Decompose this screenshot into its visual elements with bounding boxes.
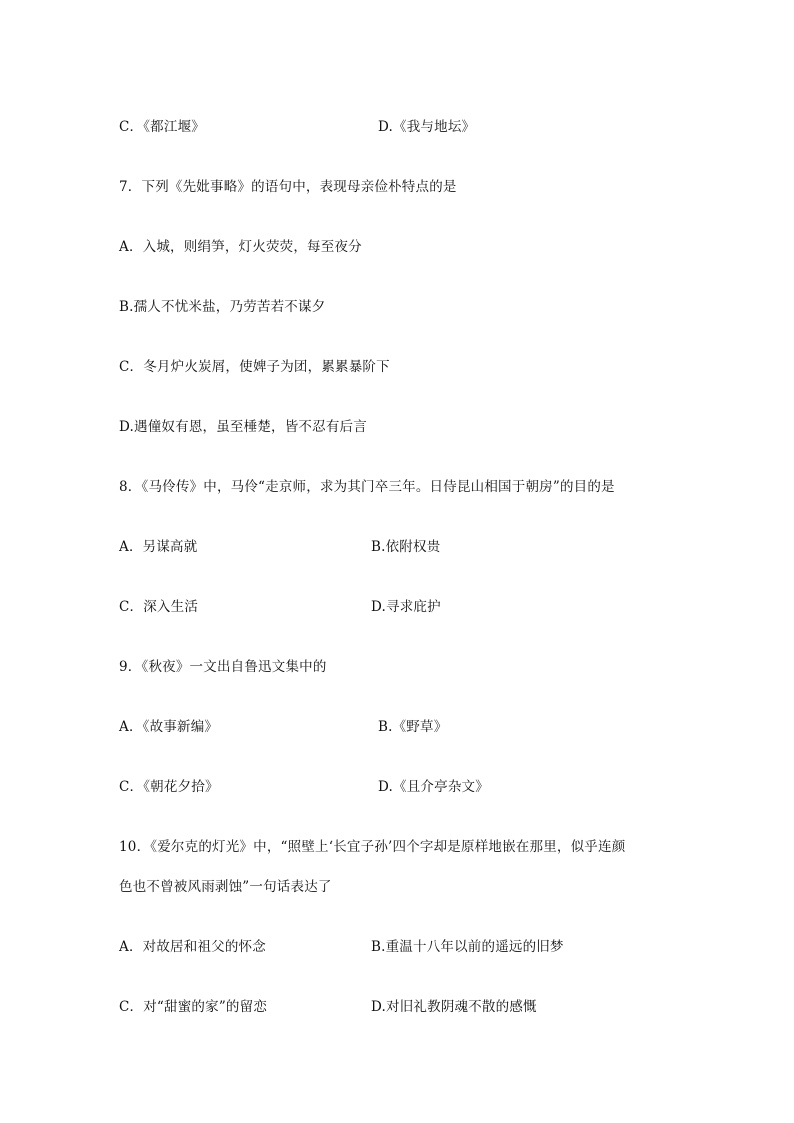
q9-option-c: C．《朝花夕拾》	[119, 779, 219, 795]
q7-option-d: D.遇僮奴有恩，虽至棰楚，皆不忍有后言	[119, 419, 367, 435]
prev-option-c: C．《都江堰》	[119, 119, 205, 135]
q7-option-c: C．冬月炉火炭屑，使婢子为团，累累暴阶下	[119, 359, 390, 375]
q10-option-c: C．对“甜蜜的家”的留恋	[119, 999, 268, 1015]
q8-option-a: A．另谋高就	[119, 539, 198, 555]
prev-option-d: D.《我与地坛》	[378, 119, 476, 135]
q10-option-b: B.重温十八年以前的遥远的旧梦	[371, 939, 564, 955]
q10-option-d: D.对旧礼教阴魂不散的感慨	[371, 999, 537, 1015]
q7-option-a: A．入城，则绢笋，灯火荧荧，每至夜分	[119, 239, 362, 255]
q8-stem: 8．《马伶传》中，马伶“走京师，求为其门卒三年。日侍昆山相国于朝房”的目的是	[119, 479, 615, 495]
q9-option-d: D.《且介亭杂文》	[378, 779, 489, 795]
q8-option-c: C．深入生活	[119, 599, 199, 615]
q10-stem-line2: 色也不曾被风雨剥蚀”一句话表达了	[119, 879, 332, 895]
q8-option-b: B.依附权贵	[371, 539, 441, 555]
q9-option-b: B.《野草》	[378, 719, 448, 735]
q9-option-a: A．《故事新编》	[119, 719, 219, 735]
q10-option-a: A．对故居和祖父的怀念	[119, 939, 266, 955]
q10-stem-line1: 10．《爱尔克的灯光》中，“照壁上‘长宜子孙’四个字却是原样地嵌在那里，似乎连颜	[119, 839, 626, 855]
q7-option-b: B.孺人不忧米盐，乃劳苦若不谋夕	[119, 299, 326, 315]
q9-stem: 9．《秋夜》一文出自鲁迅文集中的	[119, 659, 327, 675]
q8-option-d: D.寻求庇护	[371, 599, 441, 615]
q7-stem: 7．下列《先妣事略》的语句中，表现母亲俭朴特点的是	[119, 179, 457, 195]
